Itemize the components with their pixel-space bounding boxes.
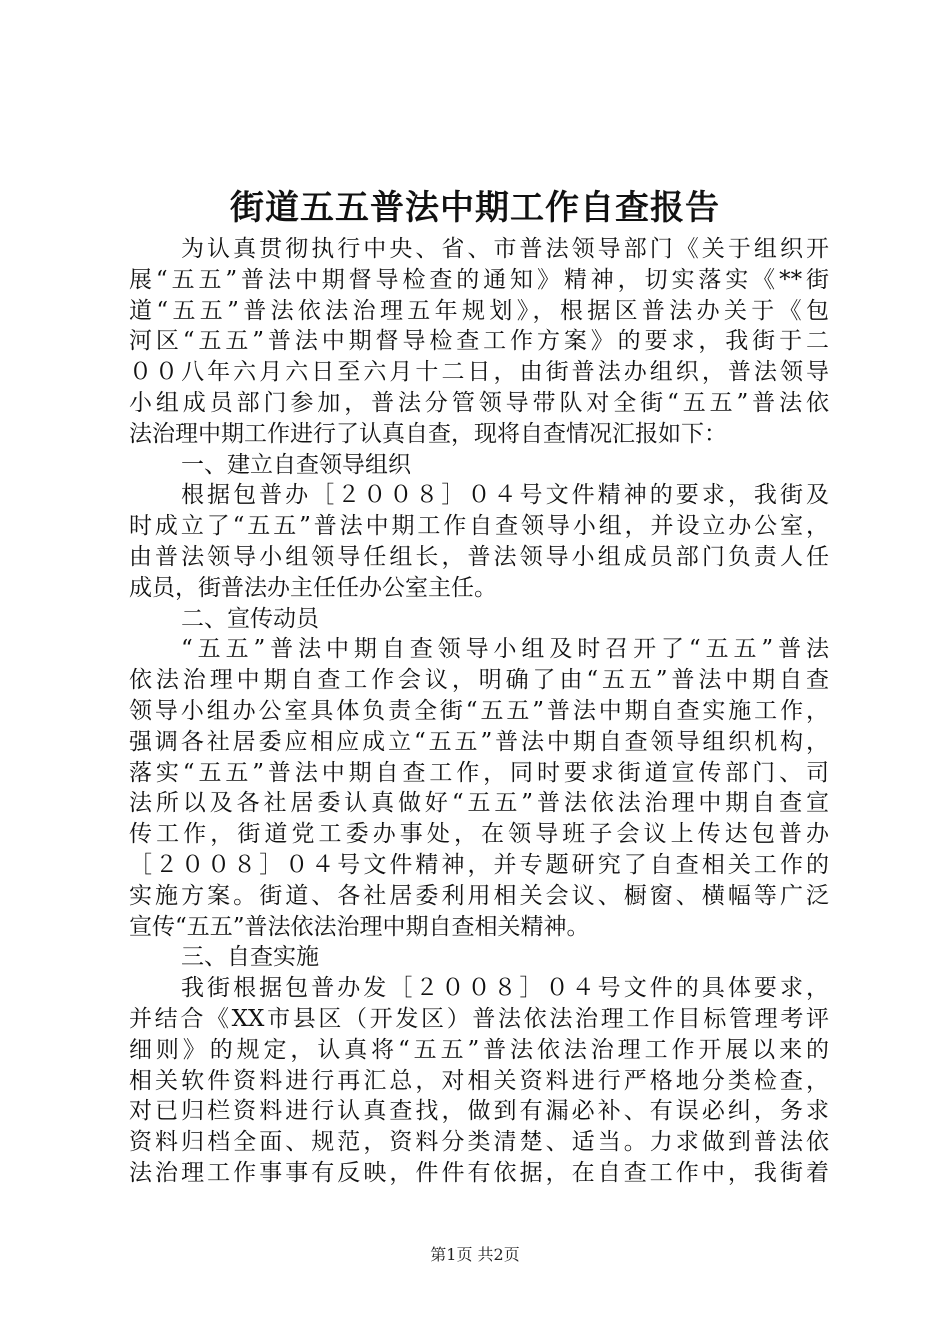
paragraph-line: 传工作，街道党工委办事处，在领导班子会议上传达包普办	[129, 821, 829, 848]
paragraph-line: ［２００８］０４号文件精神，并专题研究了自查相关工作的	[129, 851, 829, 878]
paragraph-line: 并结合《XX市县区（开发区）普法依法治理工作目标管理考评	[129, 1005, 829, 1032]
paragraph-line: 我街根据包普办发［２００８］０４号文件的具体要求，	[181, 975, 829, 1002]
paragraph-line: 资料归档全面、规范，资料分类清楚、适当。力求做到普法依	[129, 1129, 829, 1156]
paragraph-line: 宣传“五五”普法依法治理中期自查相关精神。	[129, 913, 590, 940]
paragraph-line: 对已归栏资料进行认真查找，做到有漏必补、有误必纠，务求	[129, 1098, 829, 1125]
section-heading: 二、宣传动员	[181, 605, 319, 632]
paragraph-line: 道“五五”普法依法治理五年规划》，根据区普法办关于《包	[129, 297, 829, 324]
document-body	[129, 234, 829, 1189]
paragraph-line: 成员，街普法办主任任办公室主任。	[129, 574, 497, 601]
paragraph-line: 细则》的规定，认真将“五五”普法依法治理工作开展以来的	[129, 1036, 829, 1063]
page-number-footer: 第1页 共2页	[430, 1245, 520, 1264]
paragraph-line: 河区“五五”普法中期督导检查工作方案》的要求，我街于二	[129, 328, 829, 355]
paragraph-line: 由普法领导小组领导任组长，普法领导小组成员部门负责人任	[129, 543, 829, 570]
paragraph-line: 小组成员部门参加，普法分管领导带队对全街“五五”普法依	[129, 389, 829, 416]
paragraph-line: 展“五五”普法中期督导检查的通知》精神，切实落实《**街	[129, 266, 829, 293]
paragraph-line: 领导小组办公室具体负责全街“五五”普法中期自查实施工作，	[129, 697, 829, 724]
paragraph-line: ００八年六月六日至六月十二日，由街普法办组织，普法领导	[129, 359, 829, 386]
paragraph-line: 依法治理中期自查工作会议，明确了由“五五”普法中期自查	[129, 667, 829, 694]
paragraph-line: 实施方案。街道、各社居委利用相关会议、橱窗、横幅等广泛	[129, 882, 829, 909]
paragraph-line: 为认真贯彻执行中央、省、市普法领导部门《关于组织开	[181, 236, 829, 262]
document-title: 街道五五普法中期工作自查报告	[230, 188, 720, 228]
paragraph-line: 时成立了“五五”普法中期工作自查领导小组，并设立办公室，	[129, 513, 829, 540]
section-heading: 三、自查实施	[181, 944, 319, 971]
paragraph-line: 强调各社居委应相应成立“五五”普法中期自查领导组织机构，	[129, 728, 829, 755]
paragraph-line: 法治理中期工作进行了认真自查，现将自查情况汇报如下：	[129, 420, 727, 447]
paragraph-line: 法所以及各社居委认真做好“五五”普法依法治理中期自查宣	[129, 790, 829, 817]
paragraph-line: 根据包普办［２００８］０４号文件精神的要求，我街及	[181, 482, 829, 509]
paragraph-line: 法治理工作事事有反映，件件有依据，在自查工作中，我街着	[129, 1159, 829, 1186]
paragraph-line: 相关软件资料进行再汇总，对相关资料进行严格地分类检查，	[129, 1067, 829, 1094]
paragraph-line: 落实“五五”普法中期自查工作，同时要求街道宣传部门、司	[129, 759, 829, 786]
paragraph-line: “五五”普法中期自查领导小组及时召开了“五五”普法	[181, 636, 829, 663]
section-heading: 一、建立自查领导组织	[181, 451, 411, 478]
